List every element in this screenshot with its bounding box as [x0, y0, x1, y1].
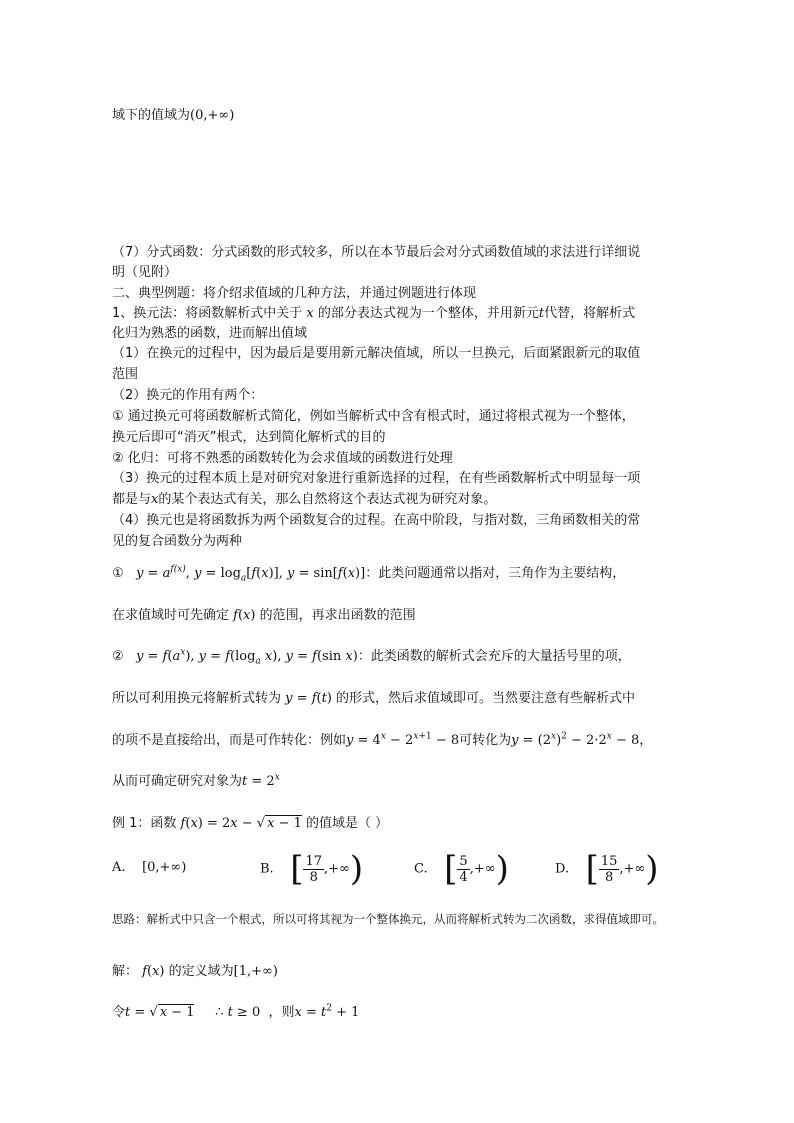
math-x: x [151, 492, 159, 507]
choice-b[interactable]: B. [ $\frac{17}{8}$ ,+∞) [260, 849, 364, 889]
text: 域下的值域为 [112, 108, 191, 123]
text: 的某个表达式有关，那么自然将这个表达式视为研究对象。 [158, 492, 497, 507]
circled-one: ① [112, 566, 124, 581]
math-t: t [538, 306, 545, 321]
text-line: 范围 [112, 367, 139, 382]
text: 的形式，然后求值域即可。当然要注意有些解析式中 [336, 691, 636, 706]
choice-value: [0,+∞) [142, 860, 187, 875]
text-line: 在求值域时可先确定 f(x) 的范围，再求出函数的范围 [112, 608, 416, 623]
text-line: 换元后即可“消灭”根式，达到简化解析式的目的 [112, 430, 386, 445]
text-line: 明（见附） [112, 265, 178, 280]
text: 所以可利用换元将解析式转为 [112, 691, 282, 706]
text: ，则 [268, 1005, 295, 1020]
text: 的范围，再求出函数的范围 [259, 608, 416, 623]
example-title: 例 1：函数 f(x) = 2x − √ x − 1 的值域是（ ） [112, 816, 389, 831]
text: ：此类问题通常以指对，三角作为主要结构， [365, 566, 626, 581]
formula-example-1: f [180, 816, 186, 831]
text: 令 [112, 1005, 126, 1020]
choice-c[interactable]: C. [ $\frac{5}{4}$ ,+∞) [414, 849, 509, 889]
math-range: (0,+∞) [190, 108, 235, 123]
math-fx: f [233, 608, 238, 623]
choice-label: D. [555, 861, 570, 877]
section-heading: 二、典型例题：将介绍求值域的几种方法，并通过例题进行体现 [112, 286, 477, 301]
text: 解： [112, 964, 139, 979]
text: 1、换元法：将函数解析式中关于 [112, 306, 303, 321]
formula-transformed: y [511, 733, 519, 748]
text-line: （3）换元的过程本质上是对研究对象进行重新选择的过程，在有些函数解析式中明显每一项 [112, 471, 641, 486]
text-line [112, 107, 687, 125]
formula-t-def: t [242, 774, 248, 789]
formula-line: ② $y = f(a^x)$, $y = f(\log_a$ x), y = f(sin x)：此类函数的解析式会充斥的大量括号里的项， [112, 647, 631, 667]
text-line: 见的复合函数分为两种 [112, 534, 243, 549]
formula-yft: y [285, 691, 293, 706]
approach-note: 思路：解析式中只含一个根式，所以可将其视为一个整体换元，从而将解析式转为二次函数，求得值域即可。 [112, 912, 664, 926]
text: 的定义域为 [168, 964, 234, 979]
circled-two: ② [112, 649, 124, 664]
choice-label: B. [260, 861, 274, 877]
text-line [112, 491, 687, 509]
fraction: $\frac{17}{8}$ [305, 853, 323, 885]
text: 代替，将解析式 [544, 306, 636, 321]
choice-d[interactable]: D. [ $\frac{15}{8}$ ,+∞) [555, 849, 659, 889]
formula-line: ① $y = a^{f(x)}$, $y = \log_a[f(x)]$, y = sin[f(x)]：此类问题通常以指对，三角作为主要结构， [112, 564, 626, 584]
text-line: ① 通过换元可将函数解析式简化，例如当解析式中含有根式时，通过将根式视为一个整体， [112, 409, 635, 424]
text: 可转化为 [459, 733, 512, 748]
text-line: （2）换元的作用有两个： [112, 388, 264, 403]
text-line: 的项不是直接给出，而是可作转化：例如$y = 4^x - 2^{x+1} - 8$可转化为$y = (2^x)^2 - 2\cdot 2^x - 8$， [112, 731, 653, 748]
formula-composite-1: y [136, 566, 144, 581]
solution-line: 令t = √ x − 1 ∴ t ≥ 0 ，则$x = t^2 + 1$ [112, 1003, 360, 1020]
text: 的值域是（ ） [306, 816, 389, 831]
choice-label: A. [112, 860, 126, 875]
choice-a[interactable] [112, 860, 186, 875]
text-line: 所以可利用换元将解析式转为 y = f(t) 的形式，然后求值域即可。当然要注意有些解析式中 [112, 691, 636, 706]
formula-example: y [346, 733, 354, 748]
text-line: 从而可确定研究对象为$t = 2^x$ [112, 772, 280, 789]
domain-interval: [1,+∞) [233, 964, 278, 979]
text: 从而可确定研究对象为 [112, 774, 243, 789]
text: 的部分表达式视为一个整体，并用新元 [317, 306, 539, 321]
text-line: ② 化归：可将不熟悉的函数转化为会求值域的函数进行处理 [112, 451, 453, 466]
text: 例 1：函数 [112, 816, 177, 831]
text-line [112, 305, 687, 323]
text: 都是与 [112, 492, 152, 507]
text-line: （1）在换元的过程中，因为最后是要用新元解决值域，所以一旦换元，后面紧跟新元的取值 [112, 346, 641, 361]
text-line: 化归为熟悉的函数，进而解出值域 [112, 326, 308, 341]
solution-line: 解： f(x) 的定义域为[1,+∞) [112, 964, 278, 979]
math-x: x [306, 306, 314, 321]
text: ：此类函数的解析式会充斥的大量括号里的项， [357, 649, 631, 664]
choice-label: C. [414, 861, 428, 877]
text-line: （7）分式函数：分式函数的形式较多，所以在本节最后会对分式函数值域的求法进行详细说 [112, 245, 641, 260]
text: 的项不是直接给出，而是可作转化：例如 [112, 733, 347, 748]
text: 在求值域时可先确定 [112, 608, 230, 623]
text-line: （4）换元也是将函数拆为两个函数复合的过程。在高中阶段，与指对数，三角函数相关的常 [112, 513, 641, 528]
formula-composite-2: y [136, 649, 144, 664]
fraction: $\frac{15}{8}$ [600, 853, 618, 885]
fraction: $\frac{5}{4}$ [459, 853, 468, 885]
